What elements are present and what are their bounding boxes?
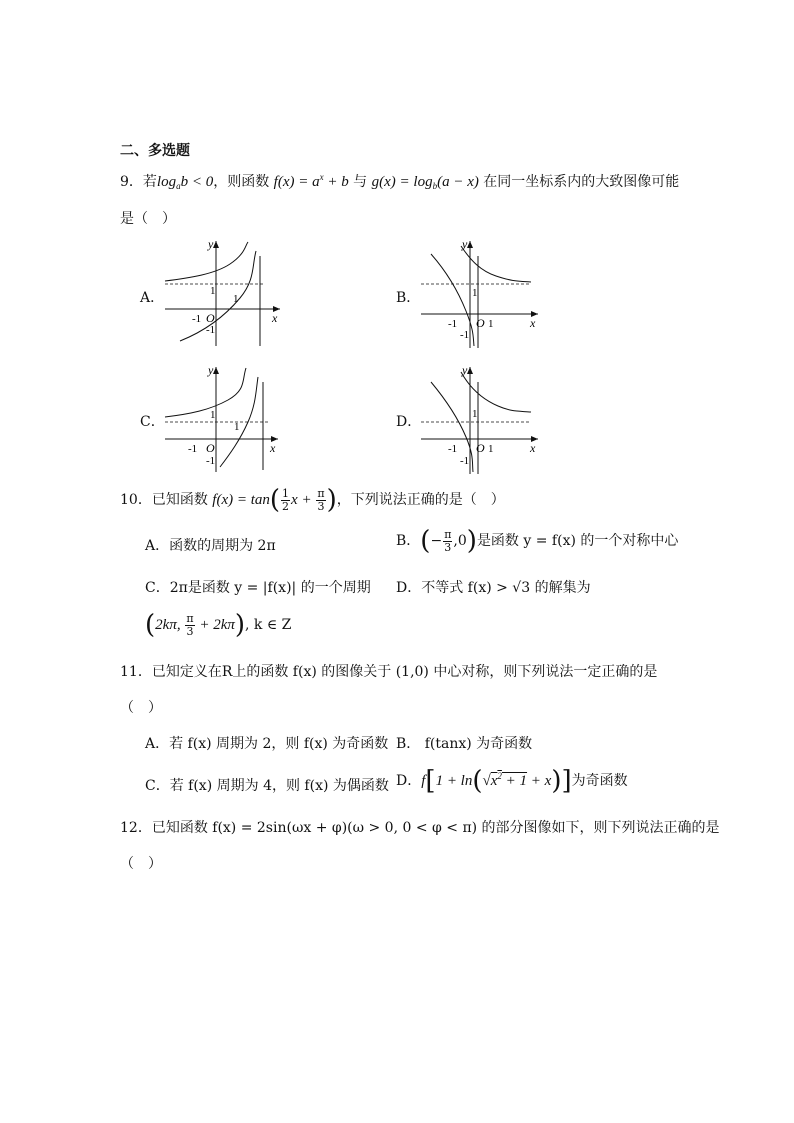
option-b-label[interactable]: B． — [396, 290, 421, 306]
svg-text:1: 1 — [210, 409, 216, 421]
option-d-label[interactable]: D． — [396, 414, 422, 430]
svg-text:1: 1 — [472, 287, 478, 299]
q11-paren: （ ） — [120, 700, 162, 716]
svg-text:-1: -1 — [460, 455, 470, 467]
svg-text:-1: -1 — [448, 443, 458, 455]
svg-text:y: y — [462, 363, 468, 377]
svg-text:y: y — [462, 237, 468, 251]
q11-option-d[interactable]: D．$f[1 + \ln(√x^2 + 1 + x)]$为奇函数 — [396, 766, 628, 796]
graph-b — [416, 236, 586, 356]
origin-label: O — [206, 311, 215, 325]
graph-d — [416, 362, 586, 482]
svg-text:1: 1 — [488, 443, 494, 455]
q11-option-b[interactable]: B． f(tanx) 为奇函数 — [396, 736, 533, 752]
tick-one-y: 1 — [210, 285, 216, 297]
q9-stem-line2: 是（ ） — [120, 211, 176, 227]
q12-paren: （ ） — [120, 856, 162, 872]
q10-option-c[interactable]: C．2π是函数 y = |f(x)| 的一个周期 — [145, 580, 371, 596]
tick-one-x: 1 — [233, 293, 239, 305]
svg-text:x: x — [530, 316, 536, 330]
option-a-label[interactable]: A． — [140, 290, 165, 306]
graph-a — [160, 236, 330, 356]
section-title: 二、多选题 — [120, 143, 190, 159]
graph-c — [160, 362, 330, 482]
svg-text:1: 1 — [472, 408, 478, 420]
q10-option-a[interactable]: A．函数的周期为 2π — [145, 538, 276, 554]
svg-text:x: x — [270, 441, 276, 455]
q10-option-d[interactable]: D．不等式 f(x) > √3 的解集为 — [396, 580, 591, 596]
q10-option-b[interactable]: B．(− $\frac{\pi}{3}$ ,0)是函数 y = f(x) 的一个对称中心 — [396, 526, 679, 556]
axis-x-label: x — [272, 311, 278, 325]
q9-stem-line1: 9．若$\log_ab < 0$，则函数 $f(x) = a^x + b$ 与 $g(x) = \log_b(a - x)$ 在同一坐标系内的大致图像可能 — [120, 172, 680, 191]
q10-stem: 10．已知函数 f(x) = tan( $\frac{1}{2}$ x + $\frac{\pi}{3}$ )，下列说法正确的是（ ） — [120, 485, 505, 515]
svg-text:O: O — [206, 441, 215, 455]
svg-text:x: x — [530, 441, 536, 455]
svg-text:-1: -1 — [448, 318, 458, 330]
tick-neg-one-y: -1 — [206, 324, 216, 336]
axis-y-label: y — [208, 237, 214, 251]
q11-option-c[interactable]: C．若 f(x) 周期为 4，则 f(x) 为偶函数 — [145, 778, 389, 794]
svg-text:y: y — [208, 363, 214, 377]
q11-option-a[interactable]: A．若 f(x) 周期为 2，则 f(x) 为奇函数 — [145, 736, 389, 752]
svg-text:1: 1 — [234, 421, 240, 433]
option-c-label[interactable]: C． — [140, 414, 165, 430]
svg-text:-1: -1 — [206, 455, 216, 467]
svg-text:-1: -1 — [188, 443, 198, 455]
svg-text:O: O — [476, 316, 485, 330]
tick-neg-one-x: -1 — [192, 313, 202, 325]
q12-stem: 12．已知函数 f(x) = 2sin(ωx + φ)(ω > 0, 0 < φ < π) 的部分图像如下，则下列说法正确的是 — [120, 820, 720, 836]
svg-text:-1: -1 — [460, 329, 470, 341]
svg-text:O: O — [476, 441, 485, 455]
q10-option-d-set: (2kπ, $\frac{\pi}{3}$ + 2kπ), k ∈ Z — [145, 610, 292, 640]
q11-stem: 11．已知定义在R上的函数 f(x) 的图像关于 (1,0) 中心对称，则下列说法一定正确的是 — [120, 664, 658, 680]
svg-text:1: 1 — [488, 318, 494, 330]
